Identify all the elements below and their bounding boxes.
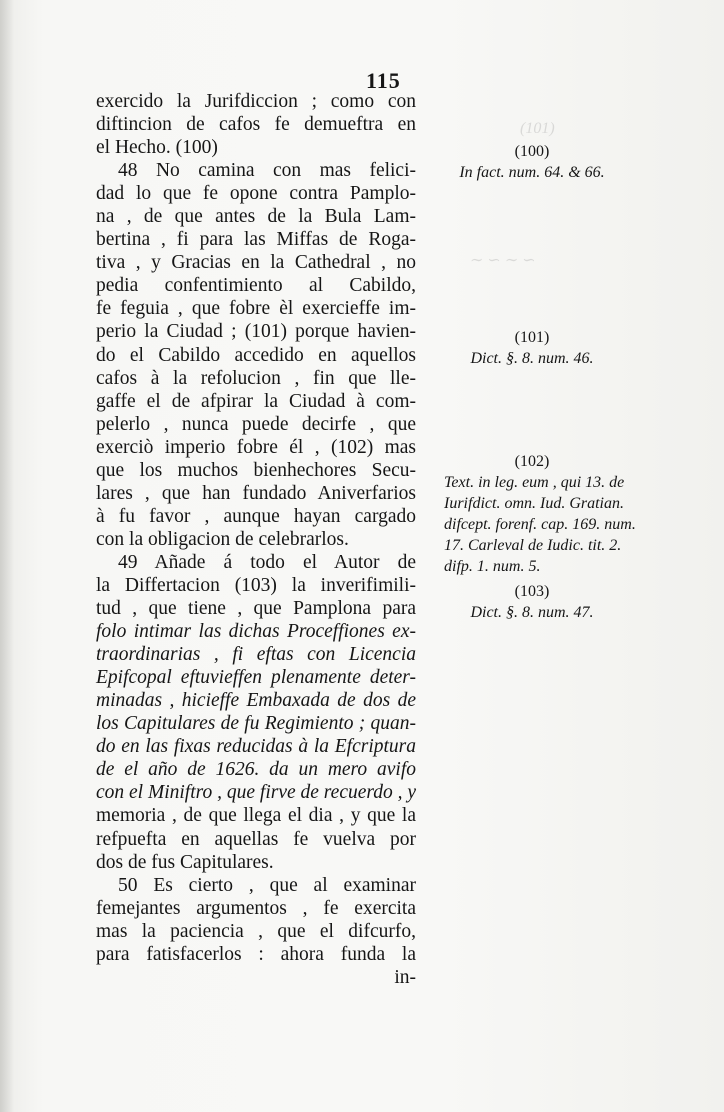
text-line: refpuefta en aquellas fe vuelva por (96, 828, 416, 850)
text-line: do en las fixas reducidas à la Efcriptura (96, 736, 416, 758)
text-line: los Capitulares de fu Regimiento ; quan- (96, 713, 416, 735)
text-line: dad lo que fe opone contra Pamplo- (96, 183, 416, 205)
text-line: de el año de 1626. da un mero avifo (96, 759, 416, 781)
text-line: na , de que antes de la Bula Lam- (96, 206, 416, 228)
text-line: fe feguia , que fobre èl exercieffe im- (96, 298, 416, 320)
footnote-line: 17. Carleval de Iudic. tit. 2. (444, 537, 622, 554)
show-through-mark: ∼ ∽ ∼ ∽ (470, 252, 536, 269)
text-line: mas la paciencia , que el difcurfo, (96, 920, 416, 942)
paragraph-start-48: 48 No camina con mas felici- (118, 160, 416, 182)
text-line: diftincion de cafos fe demueftra en (96, 114, 416, 136)
page-number: 115 (366, 68, 401, 93)
text-line: pelerlo , nunca puede decirfe , que (96, 413, 416, 435)
text-line: femejantes argumentos , fe exercita (96, 897, 416, 919)
text-line: cafos à la refolucion , fin que lle- (96, 367, 416, 389)
footnote-101 (444, 328, 620, 369)
text-line: tud , que tiene , que Pamplona para (96, 598, 416, 620)
text-line: para fatisfacerlos : ahora funda la (96, 943, 416, 965)
text-line: que los muchos bienhechores Secu- (96, 459, 416, 481)
footnote-102 (444, 452, 636, 577)
text-line: Epifcopal eftuvieffen plenamente deter- (96, 667, 416, 689)
footnote-line: Dict. §. 8. num. 46. (470, 350, 594, 367)
text-line: traordinarias , fi eftas con Licencia (96, 644, 416, 666)
text-line: exercido la Jurifdiccion ; como con (96, 91, 416, 112)
text-line: do el Cabildo accedido en aquellos (96, 344, 416, 366)
footnote-number: (102) (514, 453, 550, 470)
footnote-number: (101) (514, 329, 550, 346)
footnote-line: difp. 1. num. 5. (444, 558, 541, 575)
text-line: dos de fus Capitulares. (96, 851, 274, 873)
footnote-line: difcept. forenf. cap. 169. num. (444, 516, 636, 533)
footnote-100 (444, 142, 620, 183)
text-line: à fu favor , aunque hayan cargado (96, 505, 416, 527)
text-line: gaffe el de afpirar la Ciudad à com- (96, 390, 416, 412)
text-line: el Hecho. (100) (96, 137, 218, 159)
footnote-line: In fact. num. 64. & 66. (459, 164, 605, 181)
text-line: folo intimar las dichas Proceffiones ex- (96, 621, 416, 643)
text-line: exerciò imperio fobre él , (102) mas (96, 436, 416, 458)
catchword: in- (394, 966, 416, 988)
text-line: lares , que han fundado Aniverfarios (96, 482, 416, 504)
paragraph-start-50: 50 Es cierto , que al examinar (118, 874, 416, 896)
text-line: con el Miniftro , que firve de recuerdo , y (96, 782, 417, 804)
text-line: tiva , y Gracias en la Cathedral , no (96, 252, 416, 274)
text-line: la Differtacion (103) la inverifimili- (96, 574, 416, 596)
main-text-column (96, 90, 416, 989)
text-line: memoria , de que llega el dia , y que la (96, 805, 416, 827)
footnote-line: Text. in leg. eum , qui 13. de (444, 474, 625, 491)
text-line: con la obligacion de celebrarlos. (96, 528, 349, 550)
text-line: bertina , fi para las Miffas de Roga- (96, 229, 416, 251)
paragraph-start-49: 49 Añade á todo el Autor de (118, 551, 416, 573)
footnote-103 (444, 582, 620, 623)
footnote-number: (103) (514, 583, 550, 600)
text-line: perio la Ciudad ; (101) porque havien- (96, 321, 416, 343)
footnote-line: Iurifdict. omn. Iud. Gratian. (444, 495, 624, 512)
text-line: pedia confentimiento al Cabildo, (96, 275, 416, 297)
footnote-number: (100) (514, 143, 550, 160)
binding-shadow (0, 0, 14, 1112)
footnote-line: Dict. §. 8. num. 47. (470, 604, 594, 621)
text-line: minadas , hicieffe Embaxada de dos de (96, 690, 416, 712)
show-through-mark: (101) (520, 120, 555, 137)
